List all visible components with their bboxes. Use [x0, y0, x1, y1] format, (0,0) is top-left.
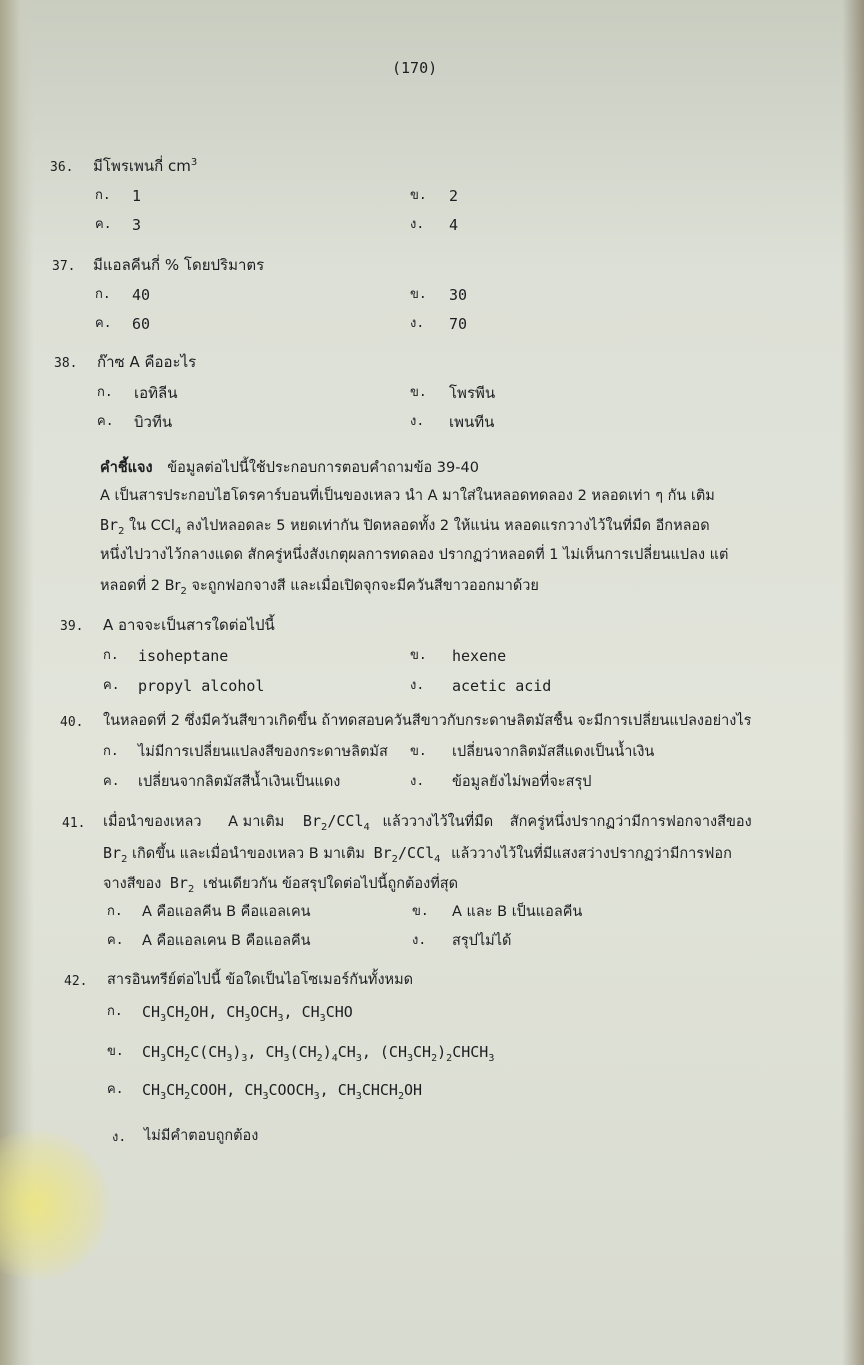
q41-option-text: A และ B เป็นแอลคีน	[452, 904, 583, 920]
q42-option-text: ไม่มีคำตอบถูกต้อง	[144, 1128, 259, 1144]
q41-option-label: ง.	[412, 933, 427, 948]
instruction-heading-line	[100, 458, 479, 478]
q37-option-label: ข.	[410, 287, 427, 302]
q41-option-text: A คือแอลคีน B คือแอลเคน	[142, 904, 311, 920]
q40-option-text: เปลี่ยนจากลิตมัสสีน้ำเงินเป็นแดง	[138, 774, 341, 790]
question-38-number: 38.	[54, 356, 78, 371]
q37-option-label: ง.	[410, 316, 425, 331]
q39-option-label: ค.	[103, 678, 120, 693]
instruction-line-1: A เป็นสารประกอบไฮโดรคาร์บอนที่เป็นของเหลว นำ A มาใส่ในหลอดทดลอง 2 หลอดเท่า ๆ กัน เติม	[100, 488, 715, 504]
q40-option-label: ค.	[103, 774, 120, 789]
instruction-heading: คำชี้แจง	[100, 460, 153, 476]
q42-option-g-formula: $CH_3CH_2OH$, $CH_3OCH_3$, $CH_3CHO$	[142, 1003, 353, 1024]
q42-option-kh-formula: $CH_3CH_2C(CH_3)_3$, $CH_3(CH_2)_4CH_3$, $(CH_3CH_2)_2CHCH_3$	[142, 1043, 495, 1064]
q38-option-text: บิวทีน	[134, 413, 173, 431]
q37-option-text: 70	[449, 315, 468, 333]
q37-option-text: 40	[132, 286, 151, 304]
q41-option-text: A คือแอลเคน B คือแอลคีน	[142, 933, 311, 949]
question-36-number: 36.	[50, 160, 74, 175]
q39-option-label: ข.	[410, 648, 427, 663]
q39-option-label: ง.	[410, 678, 425, 693]
question-41-line-2: $Br_2$ เกิดขึ้น และเมื่อนำของเหลว B มาเติม $Br_2/CCl_4$ แล้ววางไว้ในที่มีแสงสว่างปรากฏว่ามีการฟอก	[103, 844, 732, 865]
q40-option-label: ง.	[410, 774, 425, 789]
q36-option-label: ค.	[95, 217, 112, 232]
question-38-text: ก๊าซ A คืออะไร	[97, 353, 197, 371]
q36-option-text: 4	[449, 216, 459, 234]
instruction-line-4: หลอดที่ 2 $Br_2$ จะถูกฟอกจางสี และเมื่อเปิดจุกจะมีควันสีขาวออกมาด้วย	[100, 578, 539, 597]
q38-option-label: ง.	[410, 414, 425, 429]
question-42-text: สารอินทรีย์ต่อไปนี้ ข้อใดเป็นไอโซเมอร์กันทั้งหมด	[107, 972, 414, 988]
q39-option-text: propyl alcohol	[138, 677, 265, 695]
q38-option-label: ก.	[97, 385, 113, 400]
q39-option-text: isoheptane	[138, 647, 229, 665]
q39-option-text: acetic acid	[452, 677, 552, 695]
q38-option-text: โพรพีน	[449, 384, 496, 402]
q40-option-label: ก.	[103, 744, 119, 759]
paper-stain	[0, 1130, 110, 1280]
q41-option-label: ข.	[412, 904, 429, 919]
question-37-number: 37.	[52, 259, 76, 274]
q42-option-label: ง.	[112, 1130, 127, 1145]
question-40-number: 40.	[60, 715, 84, 730]
q37-option-text: 60	[132, 315, 151, 333]
q37-option-text: 30	[449, 286, 468, 304]
question-36-text: มีโพรเพนกี่ $cm^3$	[93, 157, 198, 175]
q41-option-label: ค.	[107, 933, 124, 948]
q36-option-label: ก.	[95, 188, 111, 203]
q40-option-text: เปลี่ยนจากลิตมัสสีแดงเป็นน้ำเงิน	[452, 744, 655, 760]
instruction-line-3: หนึ่งไปวางไว้กลางแดด สักครู่หนึ่งสังเกตุผลการทดลอง ปรากฏว่าหลอดที่ 1 ไม่เห็นการเปลี่ยนแปลง แต่	[100, 547, 729, 563]
question-39-text: A อาจจะเป็นสารใดต่อไปนี้	[103, 616, 275, 634]
q39-option-label: ก.	[103, 648, 119, 663]
q42-option-label: ก.	[107, 1004, 123, 1019]
q36-option-label: ข.	[410, 188, 427, 203]
q40-option-label: ข.	[410, 744, 427, 759]
q42-option-kho-formula: $CH_3CH_2COOH$, $CH_3COOCH_3$, $CH_3CHCH_2OH$	[142, 1081, 423, 1102]
question-39-number: 39.	[60, 619, 84, 634]
q40-option-text: ไม่มีการเปลี่ยนแปลงสีของกระดาษลิตมัส	[138, 744, 388, 760]
q38-option-text: เอทิลีน	[134, 384, 178, 402]
q42-option-label: ข.	[107, 1044, 124, 1059]
question-37-text: มีแอลคีนกี่ % โดยปริมาตร	[93, 256, 265, 274]
q37-option-label: ค.	[95, 316, 112, 331]
q42-option-label: ค.	[107, 1082, 124, 1097]
q36-option-label: ง.	[410, 217, 425, 232]
instruction-intro: ข้อมูลต่อไปนี้ใช้ประกอบการตอบคำถามข้อ 39-40	[167, 460, 479, 476]
q37-option-label: ก.	[95, 287, 111, 302]
q38-option-text: เพนทีน	[449, 413, 495, 431]
q38-option-label: ค.	[97, 414, 114, 429]
question-41-line-3: จางสีของ $Br_2$ เช่นเดียวกัน ข้อสรุปใดต่อไปนี้ถูกต้องที่สุด	[103, 874, 459, 895]
q36-option-text: 3	[132, 216, 142, 234]
q38-option-label: ข.	[410, 385, 427, 400]
question-41-number: 41.	[62, 816, 86, 831]
instruction-line-2: $Br_2$ ใน CCl$_4$ ลงไปหลอดละ 5 หยดเท่ากัน ปิดหลอดทั้ง 2 ให้แน่น หลอดแรกวางไว้ในที่มืด อีกหลอด	[100, 516, 710, 537]
q36-option-text: 2	[449, 187, 459, 205]
question-40-text: ในหลอดที่ 2 ซึ่งมีควันสีขาวเกิดขึ้น ถ้าทดสอบควันสีขาวกับกระดาษลิตมัสชื้น จะมีการเปลี่ยนแปลงอย่างไร	[103, 713, 752, 729]
q41-option-text: สรุปไม่ได้	[452, 933, 512, 949]
page-number: (170)	[392, 59, 438, 77]
q41-option-label: ก.	[107, 904, 123, 919]
page-right-edge	[842, 0, 864, 1365]
q40-option-text: ข้อมูลยังไม่พอที่จะสรุป	[452, 774, 592, 790]
question-42-number: 42.	[64, 974, 88, 989]
question-41-line-1: เมื่อนำของเหลว A มาเติม $Br_2/CCl_4$ แล้ววางไว้ในที่มืด สักครู่หนึ่งปรากฏว่ามีการฟอกจางสีของ	[103, 812, 752, 833]
q36-option-text: 1	[132, 187, 142, 205]
q39-option-text: hexene	[452, 647, 507, 665]
